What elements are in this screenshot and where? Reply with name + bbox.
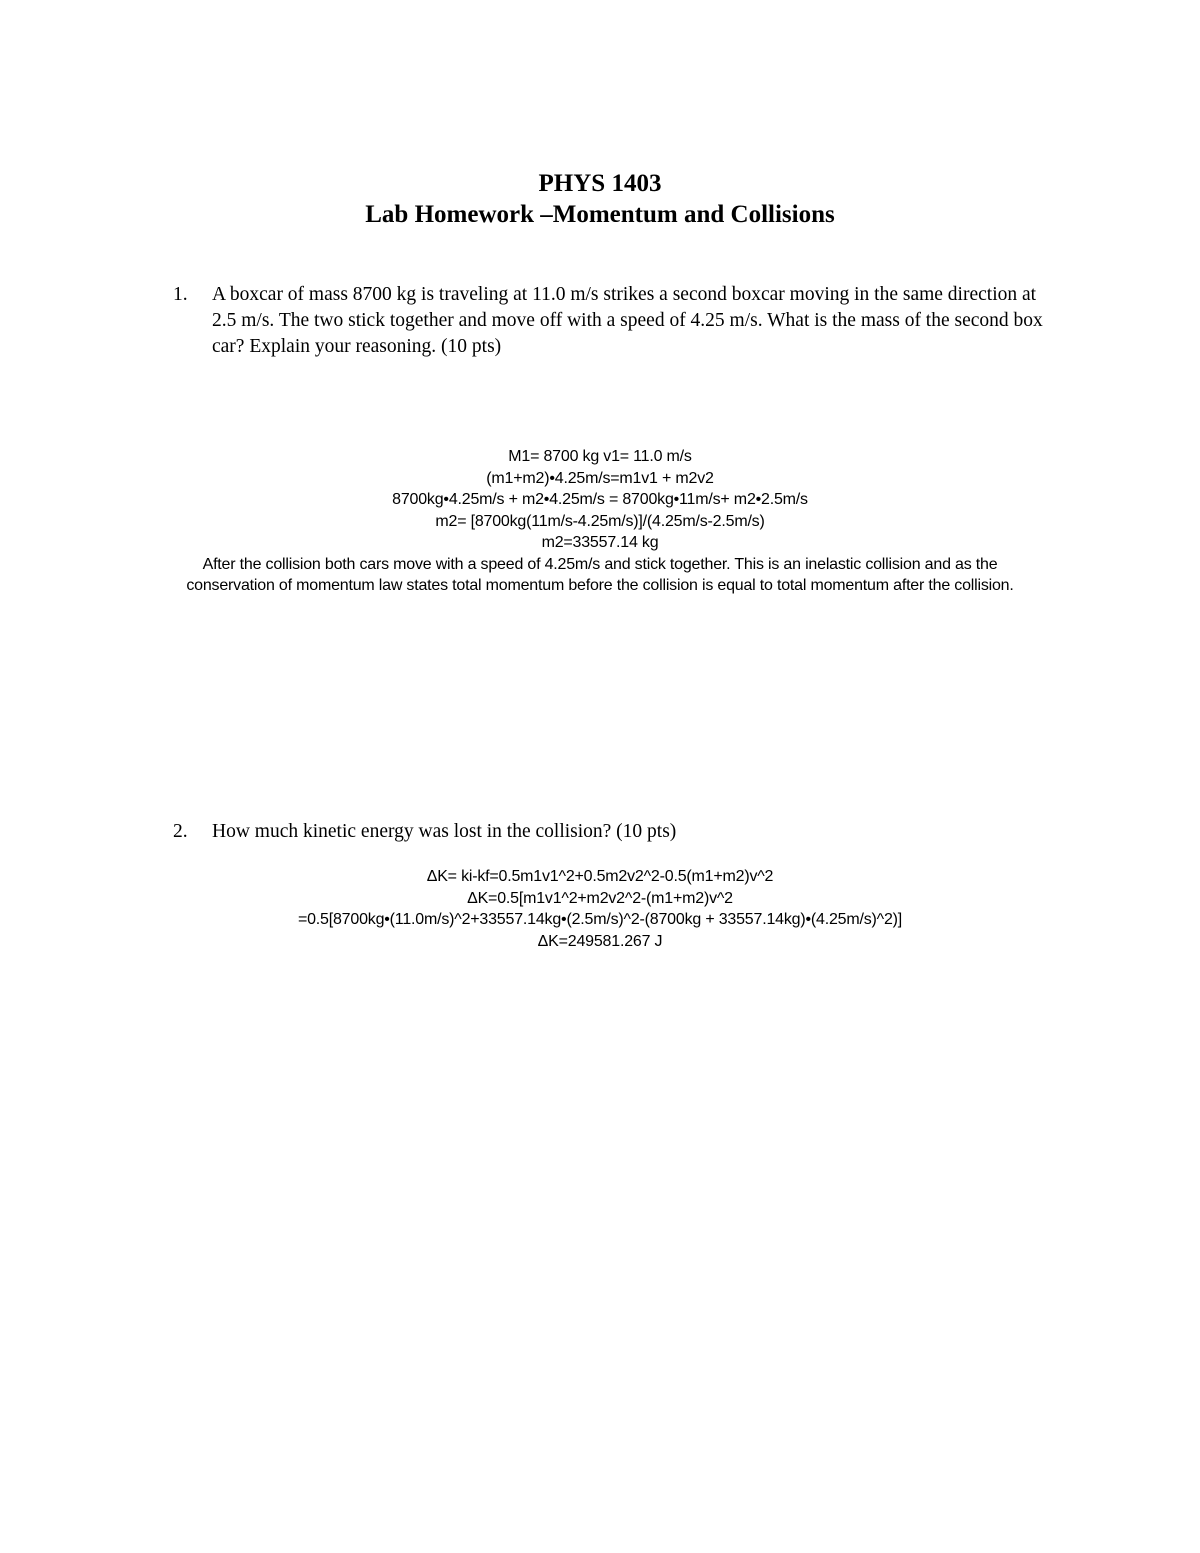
document-header <box>0 168 1200 230</box>
answer-line: M1= 8700 kg v1= 11.0 m/s <box>508 448 692 465</box>
question-2 <box>173 819 1053 845</box>
answer-line: (m1+m2)•4.25m/s=m1v1 + m2v2 <box>486 469 714 487</box>
answer-line: =0.5[8700kg•(11.0m/s)^2+33557.14kg•(2.5m/s)^2-(8700kg + 33557.14kg)•(4.25m/s)^2)] <box>297 911 903 928</box>
answer-2 <box>160 866 1040 952</box>
answer-line: m2= [8700kg(11m/s-4.25m/s)]/(4.25m/s-2.5m/s) <box>435 512 765 530</box>
answer-line: ΔK= ki-kf=0.5m1v1^2+0.5m2v2^2-0.5(m1+m2)v^2 <box>426 868 774 885</box>
question-number: 1. <box>173 284 188 305</box>
answer-line: ΔK=0.5[m1v1^2+m2v2^2-(m1+m2)v^2 <box>467 889 733 907</box>
answer-line: m2=33557.14 kg <box>541 534 659 551</box>
question-text: A boxcar of mass 8700 kg is traveling at 11.0 m/s strikes a second boxcar moving in the same direction at 2.5 m/s. The two stick together and move off with a speed of 4.25 m/s. What is the mass of the second box car? Explain your reasoning. (10 pts) <box>212 284 1043 357</box>
course-title: PHYS 1403 <box>538 170 662 197</box>
assignment-title: Lab Homework –Momentum and Collisions <box>365 201 835 228</box>
answer-line: ΔK=249581.267 J <box>537 932 663 950</box>
question-text: How much kinetic energy was lost in the collision? (10 pts) <box>212 821 677 842</box>
question-1 <box>173 282 1053 360</box>
answer-explanation: After the collision both cars move with a speed of 4.25m/s and stick together. This is an inelastic collision and as the conservation of momentum law states total momentum before the collision is equal to total momentum after the collision. <box>186 555 1014 594</box>
question-number: 2. <box>173 821 188 842</box>
answer-line: 8700kg•4.25m/s + m2•4.25m/s = 8700kg•11m/s+ m2•2.5m/s <box>392 491 808 508</box>
answer-1 <box>185 446 1015 597</box>
